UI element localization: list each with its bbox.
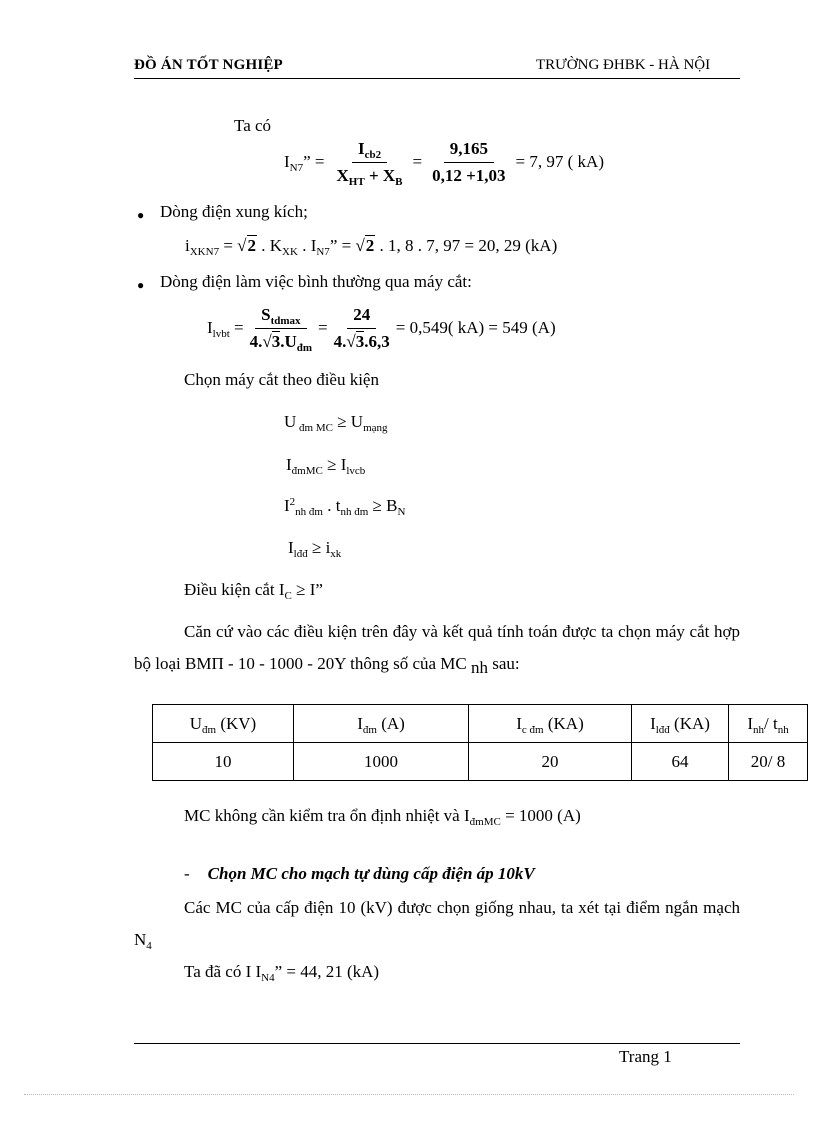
equation-ilvbt: $I_{lvbt}$ = $\frac{S_{tdmax}}{4.√3.U_{đm}}$ = $\frac{24}{4.√3.6,3}$ = 0,549( kA) = 549 (A) (207, 304, 556, 354)
table-header-cell: $I_{c đm}$ (KA) (469, 705, 632, 743)
bullet-dot: ● (137, 278, 145, 292)
equation-in7 (284, 136, 604, 188)
footer-rule (134, 1043, 740, 1044)
condition-dynamic: $I_{lđđ} \ge i_{xk}$ (288, 538, 342, 560)
bullet-working-current: Dòng điện làm việc bình thường qua máy cắt: (160, 272, 472, 291)
page-number: Trang 1 (619, 1047, 672, 1066)
table-header-cell: $I_{nh}/$ $t_{nh}$ (729, 705, 808, 743)
paragraph-short-circuit: Các MC của cấp điện 10 (kV) được chọn giống nhau, ta xét tại điểm ngắn mạch $N_4$ (134, 898, 740, 952)
table-header-row (153, 705, 808, 743)
table-cell: 20 (469, 743, 632, 781)
header-right: TRƯỜNG ĐHBK - HÀ NỘI (536, 57, 711, 73)
equation-ixk: $i_{XKN7} = √2$ . $K_{XK}$ . $I_{N7}$” = √2 . 1, 8 . 7, 97 = 20, 29 (kA) (185, 236, 558, 258)
condition-current: $I_{đmMC} \ge I_{lvcb}$ (286, 455, 366, 477)
table-cell: 1000 (294, 743, 469, 781)
table-header-cell: $I_{lđđ}$ (KA) (632, 705, 729, 743)
condition-voltage: U $_{đm MC} \ge U_{mạng}$ (284, 412, 388, 434)
table-cell: 64 (632, 743, 729, 781)
eq1-fraction-values: $\frac{9,165}{0,12 +1,03}$ (432, 138, 506, 185)
eq1-lhs: $I_{N7}$” = (284, 152, 325, 174)
bullet-dot: ● (137, 208, 145, 222)
footer-dotted-line (24, 1094, 794, 1095)
condition-thermal: $I^2_{nh đm}$ . $t_{nh đm} \ge B_N$ (284, 496, 406, 518)
bullet-inrush-current: Dòng điện xung kích; (160, 202, 308, 221)
ta-da-co-line: Ta đã có I $I_{N4}$” = 44, 21 (kA) (184, 962, 380, 984)
eq3-fraction-values: $\frac{24}{4.√3.6,3}$ (333, 304, 390, 351)
mc-note: MC không cần kiểm tra ổn định nhiệt và $I_{đmMC} = 1000$ (A) (184, 806, 581, 828)
sqrt-symbol: √2 (237, 236, 257, 255)
table-row (153, 743, 808, 781)
choose-breaker-text: Chọn máy cắt theo điều kiện (184, 370, 379, 389)
eq1-fraction: $\frac{I_{cb2}}{X_{HT} + X_B}$ (336, 138, 403, 188)
table-cell: 10 (153, 743, 294, 781)
header-rule (134, 78, 740, 79)
section-heading: - Chọn MC cho mạch tự dùng cấp điện áp 10kV (184, 864, 535, 883)
table-header-cell: $I_{đm}$ (A) (294, 705, 469, 743)
intro-text: Ta có (234, 116, 272, 135)
paragraph-breaker-selection: Căn cứ vào các điều kiện trên đây và kết quả tính toán được ta chọn máy cắt hợp bộ loại BMΠ - 10 - 1000 - 20Y thông số của MC $_{nh}$ sau: (134, 622, 740, 677)
table-header-cell: $U_{đm}$ (KV) (153, 705, 294, 743)
sqrt-symbol: √2 (355, 236, 375, 255)
header-left: ĐỒ ÁN TỐT NGHIỆP (134, 57, 283, 73)
table-cell: 20/ 8 (729, 743, 808, 781)
eq1-equals: = (412, 152, 423, 171)
breaker-spec-table (152, 704, 808, 781)
cut-condition: Điều kiện cắt $I_C \ge I$” (184, 580, 323, 602)
eq3-result: = 0,549( kA) = 549 (A) (395, 318, 556, 337)
eq3-fraction: $\frac{S_{tdmax}}{4.√3.U_{đm}}$ (249, 304, 313, 354)
eq1-result: = 7, 97 ( kA) (515, 152, 604, 171)
